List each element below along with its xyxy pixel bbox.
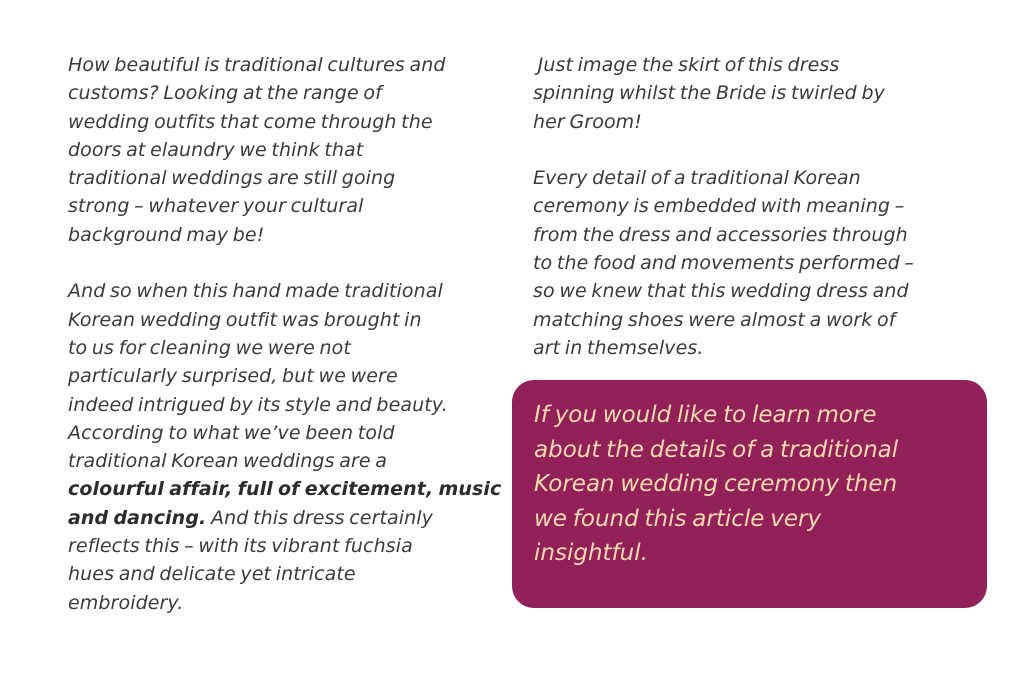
skirt-paragraph xyxy=(533,51,965,136)
text-line: Just image the skirt of this dress xyxy=(533,54,840,76)
text-line: indeed intrigued by its style and beauty. xyxy=(68,393,448,416)
text-line: traditional Korean weddings are a xyxy=(68,450,388,473)
intro-paragraph xyxy=(68,51,500,249)
bold-emphasis-text: and dancing. xyxy=(68,506,207,529)
text-line: so we knew that this wedding dress and xyxy=(533,280,909,303)
text-line: reflects this – with its vibrant fuchsia xyxy=(68,535,413,558)
text-line: traditional weddings are still going xyxy=(68,167,396,190)
callout-line: Korean wedding ceremony then xyxy=(534,471,898,497)
text-line: particularly surprised, but we were xyxy=(68,365,398,388)
text-line: hues and delicate yet intricate xyxy=(68,563,356,586)
callout-line: about the details of a traditional xyxy=(534,436,899,463)
text-line: her Groom! xyxy=(533,110,642,133)
callout-line: we found this article very xyxy=(534,505,822,532)
right-text-column xyxy=(533,51,965,362)
text-line: art in themselves. xyxy=(533,336,704,359)
bold-emphasis-line: colourful affair, full of excitement, music xyxy=(68,478,502,501)
text-line: spinning whilst the Bride is twirled by xyxy=(533,82,885,105)
text-line: According to what we’ve been told xyxy=(68,421,395,444)
text-line: matching shoes were almost a work of xyxy=(533,308,896,331)
text-line: How beautiful is traditional cultures and xyxy=(68,54,446,76)
text-line: background may be! xyxy=(68,223,265,246)
callout-line: insightful. xyxy=(534,540,648,566)
text-line: to us for cleaning we were not xyxy=(68,336,351,359)
callout-text xyxy=(534,398,974,571)
text-line: strong – whatever your cultural xyxy=(68,195,364,218)
text-line: ceremony is embedded with meaning – xyxy=(533,195,905,218)
text-line: Every detail of a traditional Korean xyxy=(533,167,861,190)
text-line: customs? Looking at the range of xyxy=(68,82,382,105)
outfit-paragraph xyxy=(68,277,500,617)
left-text-column xyxy=(68,51,500,617)
text-line: And so when this hand made traditional xyxy=(68,280,443,303)
text-fragment: And this dress certainly xyxy=(206,506,434,529)
text-line xyxy=(68,504,500,532)
article-callout-box xyxy=(512,380,987,608)
text-line: from the dress and accessories through xyxy=(533,223,908,246)
text-line: to the food and movements performed – xyxy=(533,252,915,275)
text-line: wedding outfits that come through the xyxy=(68,110,433,133)
callout-line: If you would like to learn more xyxy=(534,402,877,428)
text-line: Korean wedding outfit was brought in xyxy=(68,308,422,331)
ceremony-paragraph xyxy=(533,164,965,362)
text-line: doors at elaundry we think that xyxy=(68,138,364,161)
text-line: embroidery. xyxy=(68,591,184,614)
